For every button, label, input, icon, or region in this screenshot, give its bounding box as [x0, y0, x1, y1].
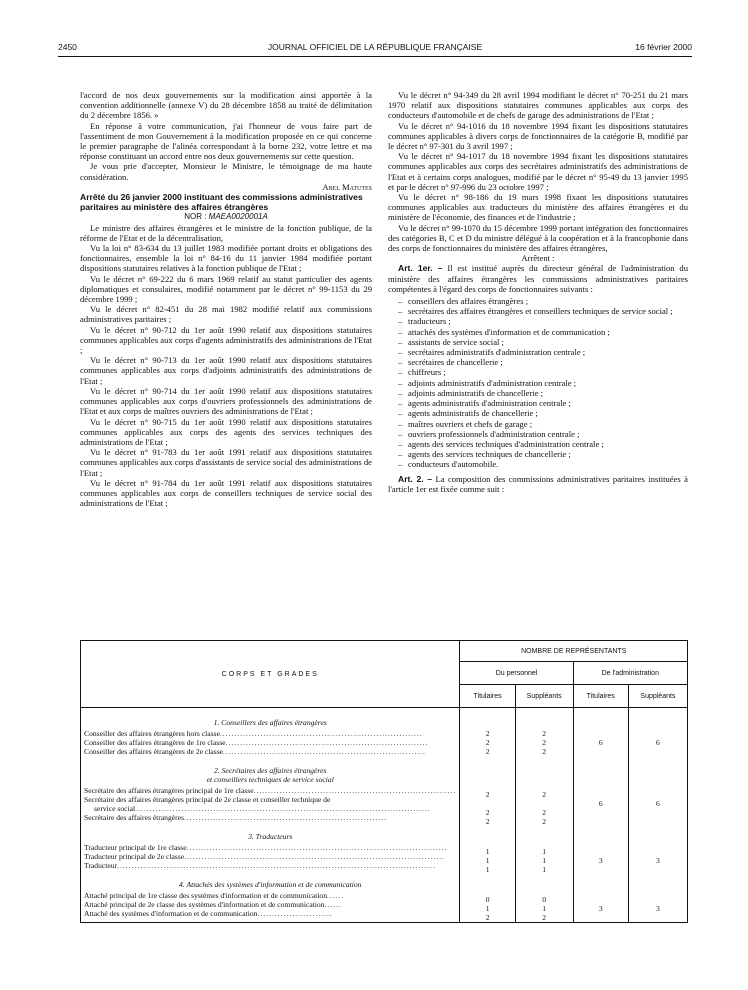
- header-nombre: NOMBRE DE REPRÉSENTANTS: [460, 641, 688, 662]
- article-1: [388, 263, 688, 294]
- grade-row: Traducteur principal de 2e classe..........................................................................................: [84, 852, 445, 861]
- left-column: [80, 90, 372, 508]
- grade-row: Attaché principal de 2e classe des systèmes d'information et de communication......: [84, 900, 342, 909]
- header-titulaires: Titulaires: [573, 685, 628, 708]
- nor-code: MAEA0020001A: [208, 212, 268, 222]
- grade-row: Secrétaire des affaires étrangères principal de 2e classe et conseiller technique de: [84, 795, 331, 804]
- grade-row: Traducteur principal de 1re classe..........................................................................................: [84, 843, 448, 852]
- header-suppleants: Suppléants: [515, 685, 573, 708]
- list-item: – secrétaires de chancellerie ;: [398, 357, 503, 368]
- grade-row: Attaché des systèmes d'information et de communication..........................: [84, 909, 333, 918]
- grade-row: Attaché principal de 1re classe des systèmes d'information et de communication......: [84, 891, 345, 900]
- article-1-label: Art. 1er. –: [398, 263, 443, 274]
- header-personnel: Du personnel: [460, 662, 573, 685]
- section-title: 3. Traducteurs: [248, 832, 293, 841]
- header-suppleants: Suppléants: [628, 685, 687, 708]
- visa: Vu le décret n° 98-186 du 19 mars 1998 fixant les dispositions statutaires communes applicables aux traducteurs du ministère des affaires étrangères et du ministère de l'économie, des finances et de l'industrie ;: [388, 192, 688, 223]
- personnel-titulaires: 2 2 2 2 2 2 1 1 1 0 1 2: [460, 708, 515, 923]
- visa: Vu le décret n° 91-784 du 1er août 1991 relatif aux dispositions statutaires communes applicables aux corps de conseillers techniques de service social des administrations de l'Etat ;: [80, 477, 372, 509]
- signature: Abel Matutes: [322, 181, 372, 192]
- list-item: – agents des services techniques de chancellerie ;: [398, 449, 571, 460]
- corps-list: [398, 296, 688, 469]
- visa: Le ministre des affaires étrangères et le ministre de la fonction publique, de la réforme de l'Etat et de la décentralisation,: [80, 222, 372, 243]
- list-item: – agents administratifs d'administration centrale ;: [398, 398, 571, 409]
- list-item: – secrétaires administratifs d'administration centrale ;: [398, 347, 586, 358]
- paragraph: En réponse à votre communication, j'ai l'honneur de vous faire part de l'assentiment de mon Gouvernement à la modification proposée en ce qui concerne le premier paragraphe de l'alinéa correspondant à la borne 232, votre lettre et ma réponse constituant un accord entre nos deux gouvernements sur cette question.: [80, 120, 372, 162]
- page-header: [58, 42, 692, 54]
- list-item: – conseillers des affaires étrangères ;: [398, 296, 529, 307]
- list-item: – agents administratifs de chancellerie ;: [398, 408, 538, 419]
- grade-row: Secrétaire des affaires étrangères......................................................................: [84, 813, 387, 822]
- list-item: – ouvriers professionnels d'administration centrale ;: [398, 428, 580, 439]
- issue-date: 16 février 2000: [635, 42, 692, 52]
- header-corps-grades: CORPS ET GRADES: [81, 641, 460, 708]
- visa: Vu le décret n° 94-1016 du 18 novembre 1994 fixant les dispositions statutaires communes applicables à divers corps de fonctionnaires de la catégorie B, modifié par le décret n° 97-301 du 3 avril 1997 ;: [388, 120, 688, 152]
- header-rule: [58, 56, 692, 57]
- paragraph: Je vous prie d'accepter, Monsieur le Ministre, le témoignage de ma haute considération.: [80, 161, 372, 182]
- administration-titulaires: 6 6 3 3: [573, 708, 628, 923]
- section-title: 1. Conseillers des affaires étrangères: [213, 718, 327, 727]
- article-2-label: Art. 2. –: [398, 473, 433, 484]
- visa: Vu le décret n° 94-1017 du 18 novembre 1994 fixant les dispositions statutaires communes applicables aux corps des secrétaires administratifs des administrations de l'Etat et à certains corps analogues, modifié par le décret n° 95-49 du 13 janvier 1995 et par le décret n° 97-996 du 23 octobre 1997 ;: [388, 151, 688, 192]
- grade-row: Conseiller des affaires étrangères de 2e classe......................................................................: [84, 747, 426, 756]
- list-item: – attachés des systèmes d'information et de communication ;: [398, 326, 610, 337]
- list-item: – adjoints administratifs d'administration centrale ;: [398, 377, 577, 388]
- list-item: – adjoints administratifs de chancellerie ;: [398, 387, 544, 398]
- administration-suppleants: 6 6 3 3: [628, 708, 687, 923]
- representatives-table: [80, 640, 688, 923]
- nor-reference: [80, 212, 372, 222]
- visa: Vu le décret n° 82-451 du 28 mai 1982 modifié relatif aux commissions administratives paritaires ;: [80, 304, 372, 325]
- list-item: – conducteurs d'automobile.: [398, 459, 499, 470]
- grade-row: Traducteur..............................................................................................................: [84, 861, 436, 870]
- section-subtitle: et conseillers techniques de service social: [206, 775, 334, 784]
- list-item: – secrétaires des affaires étrangères et conseillers techniques de service social ;: [398, 306, 673, 317]
- arrete-title: Arrêté du 26 janvier 2000 instituant des commissions administratives paritaires au ministère des affaires étrangères: [80, 192, 363, 213]
- paragraph: l'accord de nos deux gouvernements sur la modification ainsi apportée à la convention additionnelle (annexe V) du 28 décembre 1858 au traité de délimitation du 2 décembre 1856. »: [80, 90, 372, 121]
- grade-row: Secrétaire des affaires étrangères principal de 1re classe......................................................................: [84, 786, 457, 795]
- nor-label: NOR :: [184, 212, 207, 222]
- right-column: [388, 90, 688, 494]
- grade-row-cont: service social......................................................................................................: [94, 804, 431, 813]
- visa: Vu le décret n° 91-783 du 1er août 1991 relatif aux dispositions statutaires communes applicables aux corps d'assistants de service social des administrations de l'Etat ;: [80, 447, 372, 478]
- article-2-text: La composition des commissions administratives paritaires instituées à l'article 1er est fixée comme suit :: [388, 473, 688, 494]
- section-title: 2. Secrétaires des affaires étrangères: [214, 766, 327, 775]
- visa: Vu le décret n° 69-222 du 6 mars 1969 relatif au statut particulier des agents diplomatiques et consulaires, modifié notamment par le décret n° 99-1153 du 29 décembre 1999 ;: [80, 273, 372, 305]
- article-1-text: Il est institué auprès du directeur général de l'administration du ministère des affaires étrangères les commissions administratives paritaires compétentes à l'égard des corps de fonctionnaires suivants :: [388, 263, 688, 294]
- header-titulaires: Titulaires: [460, 685, 515, 708]
- visa: Vu le décret n° 94-349 du 28 avril 1994 modifiant le décret n° 70-251 du 21 mars 1970 relatif aux dispositions statutaires communes applicables aux corps des conducteurs d'automobile et de chefs de garage des administrations de l'Etat ;: [388, 90, 688, 121]
- list-item: – maîtres ouvriers et chefs de garage ;: [398, 418, 533, 429]
- corps-cell: [81, 708, 460, 923]
- list-item: – agents des services techniques d'administration centrale ;: [398, 438, 604, 449]
- list-item: – assistants de service social ;: [398, 336, 504, 347]
- visa: Vu le décret n° 90-712 du 1er août 1990 relatif aux dispositions statutaires communes applicables aux corps d'agents administratifs des administrations de l'Etat ;: [80, 324, 372, 356]
- list-item: – chiffreurs ;: [398, 367, 446, 378]
- section-title: 4. Attachés des systèmes d'information et de communication: [179, 880, 362, 889]
- grade-row: Conseiller des affaires étrangères hors classe......................................................................: [84, 729, 423, 738]
- visa: Vu le décret n° 90-713 du 1er août 1990 relatif aux dispositions statutaires communes applicables aux corps d'adjoints administratifs des administrations de l'Etat ;: [80, 355, 372, 386]
- header-administration: De l'administration: [573, 662, 687, 685]
- personnel-suppleants: 2 2 2 2 2 2 1 1 1 0 1 2: [515, 708, 573, 923]
- article-2: [388, 474, 688, 494]
- arretent: Arrêtent :: [521, 253, 555, 264]
- visa: Vu le décret n° 90-714 du 1er août 1990 relatif aux dispositions statutaires communes applicables aux corps d'ouvriers professionnels des administrations de l'Etat et aux corps de maîtres ouvriers des administrations de l'Etat ;: [80, 385, 372, 417]
- visa: Vu la loi n° 83-634 du 13 juillet 1983 modifiée portant droits et obligations des fonctionnaires, ensemble la loi n° 84-16 du 11 janvier 1984 modifiée portant dispositions statutaires relatives à la fonction publique de l'Etat ;: [80, 243, 372, 274]
- grade-row: Conseiller des affaires étrangères de 1re classe......................................................................: [84, 738, 429, 747]
- page-number: 2450: [58, 42, 77, 52]
- list-item: – traducteurs ;: [398, 316, 451, 327]
- visa: Vu le décret n° 90-715 du 1er août 1990 relatif aux dispositions statutaires communes applicables aux corps des agents des services techniques des administrations de l'Etat ;: [80, 416, 372, 447]
- journal-title: JOURNAL OFFICIEL DE LA RÉPUBLIQUE FRANÇAISE: [267, 42, 483, 52]
- visa: Vu le décret n° 99-1070 du 15 décembre 1999 portant intégration des fonctionnaires des catégories B, C et D du ministre délégué à la coopération et à la francophonie dans des corps de fonctionnaires du ministère des affaires étrangères,: [388, 222, 688, 254]
